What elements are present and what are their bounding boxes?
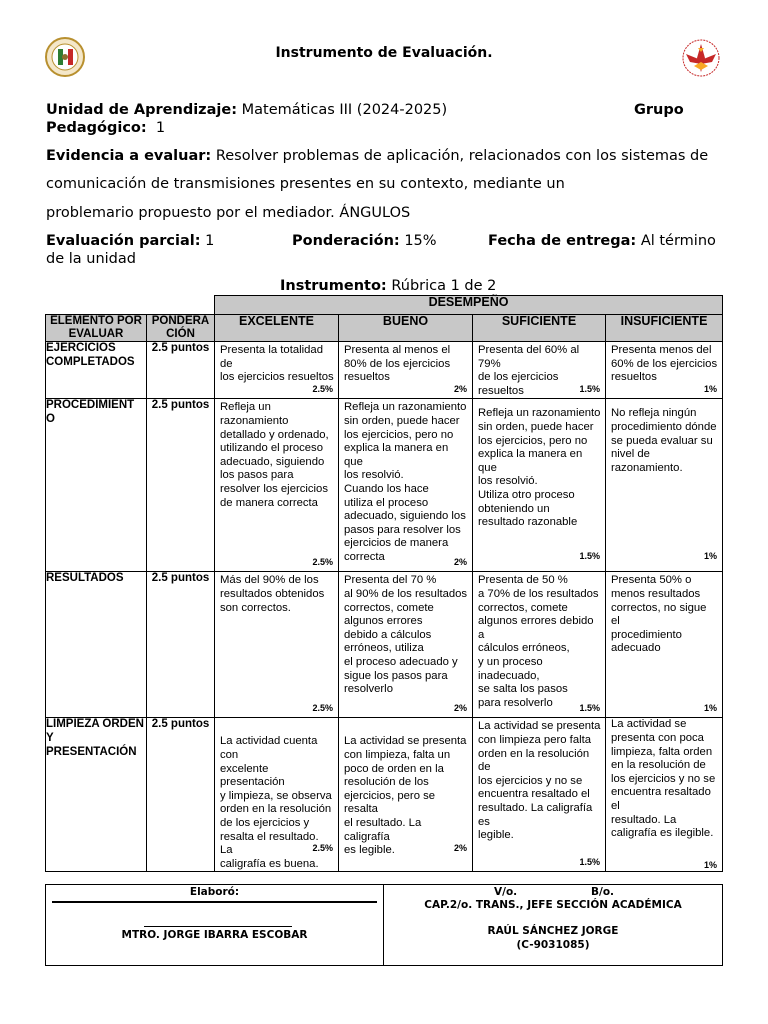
rubric-cell: La actividad se presenta con poca limpieza, falta orden en la resolución de los ejercicios y no se encuentra resaltado el resultado. La caligrafía es ilegible. 1% xyxy=(606,718,723,872)
row-elemento: PROCEDIMIENT O xyxy=(46,399,147,572)
fecha-label: Fecha de entrega: xyxy=(488,233,637,249)
table-row xyxy=(46,718,723,872)
grupo-label: Grupo xyxy=(634,102,684,118)
cell-percent: 1% xyxy=(704,703,718,714)
signature-line xyxy=(144,926,292,927)
vo-label: V/o. xyxy=(494,886,518,898)
rubric-cell: Refleja un razonamiento sin orden, puede hacer los ejercicios, pero no explica la manera en que los resolvió. Utiliza otro proceso obteniendo un resultado razonable 1.5% xyxy=(473,399,606,572)
rubric-cell: Presenta al menos el 80% de los ejercicios resueltos 2% xyxy=(339,342,473,399)
rubric-cell: La actividad se presenta con limpieza pero falta orden en la resolución de los ejercicios y no se encuentra resaltado el resultado. La caligrafía es legible. 1.5% xyxy=(473,718,606,872)
cell-percent: 1% xyxy=(704,860,718,871)
revisor-name: RAÚL SÁNCHEZ JORGE xyxy=(487,925,619,937)
pedagogico-label: Pedagógico: xyxy=(46,120,147,136)
row-elemento: RESULTADOS xyxy=(46,572,147,718)
cell-percent: 2% xyxy=(453,384,467,395)
evidencia-line-1 xyxy=(46,147,708,165)
blank-corner xyxy=(46,296,147,315)
row-puntos: 2.5 puntos xyxy=(147,718,215,872)
row-puntos: 2.5 puntos xyxy=(147,399,215,572)
rubric-cell: Presenta del 70 % al 90% de los resultados correctos, comete algunos errores debido a cálculos erróneos, utiliza el proceso adecuado y sigue los pasos para resolverlo 2% xyxy=(339,572,473,718)
table-row xyxy=(46,399,723,572)
instrumento-line xyxy=(280,277,496,295)
level-bueno: BUENO xyxy=(339,315,473,342)
evidencia-text-2: comunicación de transmisiones presentes en su contexto, mediante un xyxy=(46,176,565,192)
instrumento-label: Instrumento: xyxy=(280,278,387,294)
fecha-value: Al término xyxy=(640,233,716,249)
ponderacion-header: PONDERA CIÓN xyxy=(147,315,215,342)
row-puntos: 2.5 puntos xyxy=(147,572,215,718)
rubric-table xyxy=(45,295,723,872)
row-elemento: LIMPIEZA ORDEN Y PRESENTACIÓN xyxy=(46,718,147,872)
cell-percent: 2.5% xyxy=(312,557,333,568)
revisor-id: (C-9031085) xyxy=(516,939,590,951)
fecha-value-cont: de la unidad xyxy=(46,251,136,267)
elaboro-cell xyxy=(46,885,384,966)
cell-percent: 1% xyxy=(704,384,718,395)
signature-table xyxy=(45,884,723,966)
row-elemento: EJERCICIOS COMPLETADOS xyxy=(46,342,147,399)
table-row xyxy=(46,572,723,718)
cell-percent: 2% xyxy=(453,703,467,714)
cell-percent: 1.5% xyxy=(579,857,600,868)
elaboro-name: MTRO. JORGE IBARRA ESCOBAR xyxy=(121,929,308,941)
pedagogico-line xyxy=(46,119,165,137)
desempeno-header: DESEMPEÑO xyxy=(215,296,723,315)
rubric-cell: Más del 90% de los resultados obtenidos son correctos. 2.5% xyxy=(215,572,339,718)
rubric-cell: Presenta 50% o menos resultados correctos, no sigue el procedimiento adecuado 1% xyxy=(606,572,723,718)
evidencia-label: Evidencia a evaluar: xyxy=(46,148,212,164)
divider xyxy=(52,901,377,903)
document-title: Instrumento de Evaluación. xyxy=(275,45,493,61)
table-row xyxy=(46,342,723,399)
cell-percent: 1.5% xyxy=(579,703,600,714)
rubric-cell: Refleja un razonamiento sin orden, puede hacer los ejercicios, pero no explica la manera en que los resolvió. Cuando los hace utiliza el proceso adecuado, siguiendo los pasos para resolver los ejercicios de manera correcta 2% xyxy=(339,399,473,572)
level-insuficiente: INSUFICIENTE xyxy=(606,315,723,342)
row-puntos: 2.5 puntos xyxy=(147,342,215,399)
cell-percent: 1.5% xyxy=(579,551,600,562)
unidad-line xyxy=(46,101,447,119)
elemento-header: ELEMENTO POR EVALUAR xyxy=(46,315,147,342)
unidad-label: Unidad de Aprendizaje: xyxy=(46,102,238,118)
level-excelente: EXCELENTE xyxy=(215,315,339,342)
rubric-cell: Presenta de 50 % a 70% de los resultados correctos, comete algunos errores debido a cálculos erróneos, y un proceso inadecuado, se salta los pasos para resolverlo 1.5% xyxy=(473,572,606,718)
cell-percent: 1% xyxy=(704,551,718,562)
rubric-cell: No refleja ningún procedimiento dónde se pueda evaluar su nivel de razonamiento. 1% xyxy=(606,399,723,572)
evidencia-text-1: Resolver problemas de aplicación, relacionados con los sistemas de xyxy=(215,148,709,164)
instrumento-value: Rúbrica 1 de 2 xyxy=(391,278,497,294)
ponderacion-line xyxy=(292,232,437,250)
rubric-cell: La actividad cuenta con excelente presentación y limpieza, se observa orden en la resolución de los ejercicios y resalta el resultado. La caligrafía es buena. 2.5% xyxy=(215,718,339,872)
blank-corner-2 xyxy=(147,296,215,315)
ponderacion-value: 15% xyxy=(404,233,437,249)
parcial-line xyxy=(46,232,214,250)
fecha-line xyxy=(488,232,716,250)
cell-percent: 2.5% xyxy=(312,703,333,714)
rubric-cell: Presenta menos del 60% de los ejercicios resueltos 1% xyxy=(606,342,723,399)
elaboro-label: Elaboró: xyxy=(189,886,240,898)
evidencia-text-3: problemario propuesto por el mediador. ÁNGULOS xyxy=(46,205,411,221)
rubric-cell: La actividad se presenta con limpieza, falta un poco de orden en la resolución de los ejercicios, pero se resalta el resultado. La caligrafía es legible. 2% xyxy=(339,718,473,872)
revisor-cell xyxy=(384,885,723,966)
cell-percent: 2.5% xyxy=(312,384,333,395)
parcial-label: Evaluación parcial: xyxy=(46,233,201,249)
cell-percent: 2% xyxy=(453,557,467,568)
pedagogico-value: 1 xyxy=(155,120,166,136)
unidad-value: Matemáticas III (2024-2025) xyxy=(241,102,448,118)
revisor-title: CAP.2/o. TRANS., JEFE SECCIÓN ACADÉMICA xyxy=(424,899,682,911)
rubric-cell: Refleja un razonamiento detallado y ordenado, utilizando el proceso adecuado, siguiendo los pasos para resolver los ejercicios de manera correcta 2.5% xyxy=(215,399,339,572)
military-emblem-right-logo xyxy=(678,38,724,78)
bo-label: B/o. xyxy=(591,886,615,898)
cell-percent: 2.5% xyxy=(312,843,333,854)
parcial-value: 1 xyxy=(205,233,215,249)
level-suficiente: SUFICIENTE xyxy=(473,315,606,342)
rubric-cell: Presenta la totalidad de los ejercicios resueltos 2.5% xyxy=(215,342,339,399)
cell-percent: 2% xyxy=(453,843,467,854)
rubric-cell: Presenta del 60% al 79% de los ejercicios resueltos 1.5% xyxy=(473,342,606,399)
cell-percent: 1.5% xyxy=(579,384,600,395)
ponderacion-label: Ponderación: xyxy=(292,233,400,249)
